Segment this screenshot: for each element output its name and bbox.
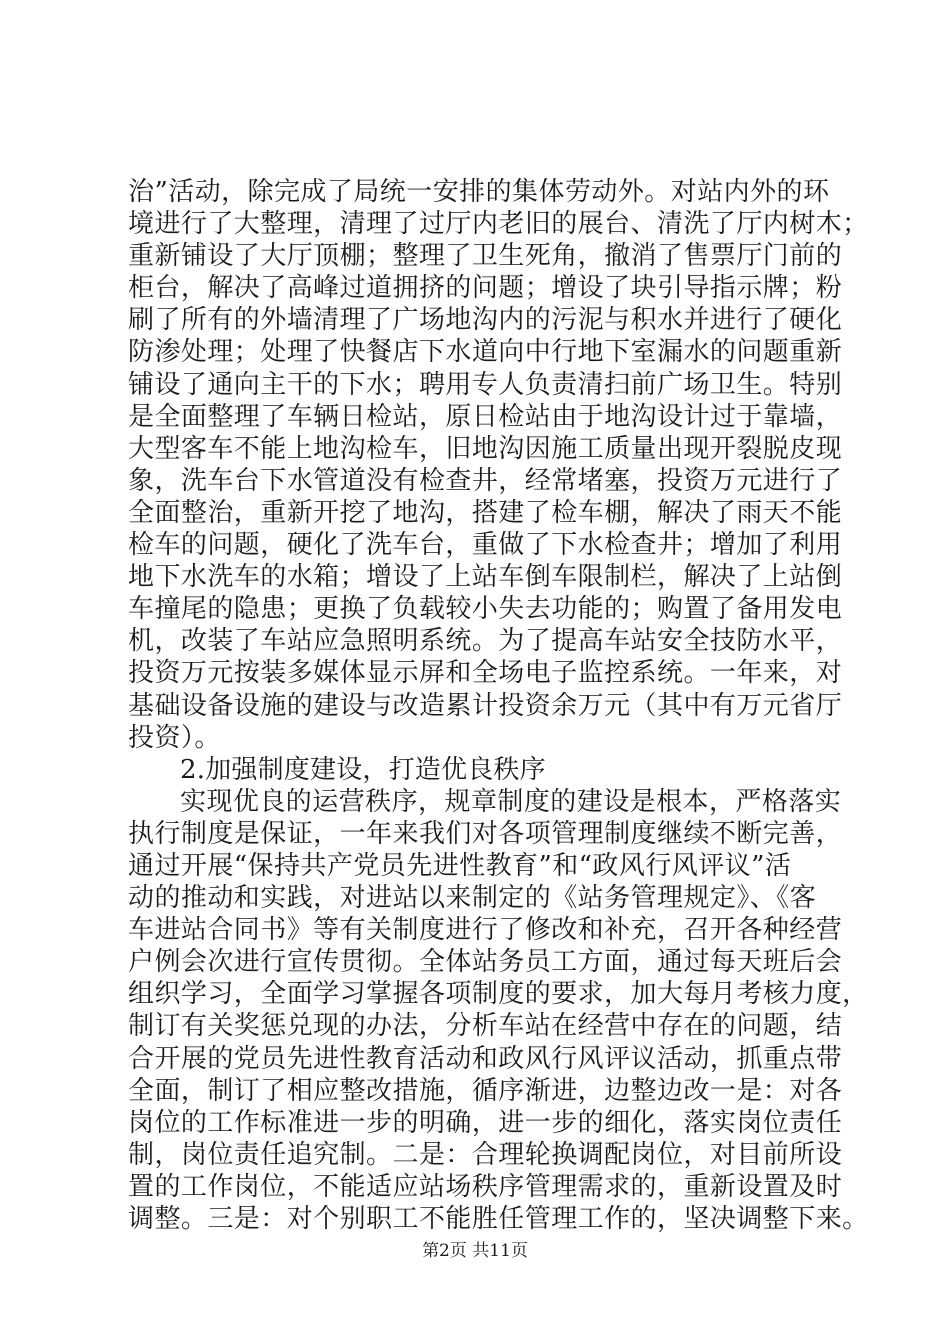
text-line: 是全面整理了车辆日检站，原日检站由于地沟设计过于靠墙， [128, 401, 843, 432]
text-line: 制订有关奖惩兑现的办法，分析车站在经营中存在的问题，结 [128, 1011, 843, 1042]
text-line: 全面，制订了相应整改措施，循序渐进，边整边改一是：对各 [128, 1075, 843, 1106]
paragraph-first-line: 实现优良的运营秩序，规章制度的建设是根本，严格落实 [180, 786, 842, 817]
text-line: 检车的问题，硬化了洗车台，重做了下水检查井；增加了利用 [128, 530, 843, 561]
text-line: 车撞尾的隐患；更换了负载较小失去功能的；购置了备用发电 [128, 594, 843, 625]
text-line: 大型客车不能上地沟检车，旧地沟因施工质量出现开裂脱皮现 [128, 433, 843, 464]
text-line: 重新铺设了大厅顶棚；整理了卫生死角，撤消了售票厅门前的 [128, 241, 843, 272]
text-line: 岗位的工作标准进一步的明确，进一步的细化，落实岗位责任 [128, 1107, 843, 1138]
section-heading: 2.加强制度建设，打造优良秩序 [180, 754, 546, 785]
text-line: 刷了所有的外墙清理了广场地沟内的污泥与积水并进行了硬化 [128, 305, 843, 336]
text-line: 铺设了通向主干的下水；聘用专人负责清扫前广场卫生。特别 [128, 369, 843, 400]
text-line: 治”活动，除完成了局统一安排的集体劳动外。对站内外的环 [128, 177, 830, 207]
text-line: 执行制度是保证，一年来我们对各项管理制度继续不断完善， [128, 818, 843, 849]
text-line: 调整。三是：对个别职工不能胜任管理工作的，坚决调整下来。 [128, 1204, 869, 1234]
text-line: 境进行了大整理，清理了过厅内老旧的展台、清洗了厅内树木； [128, 209, 869, 240]
text-line: 置的工作岗位，不能适应站场秩序管理需求的，重新设置及时 [128, 1171, 843, 1202]
text-line: 制，岗位责任追究制。二是：合理轮换调配岗位，对目前所设 [128, 1139, 843, 1170]
text-line: 投资）。 [128, 722, 221, 753]
page-number-footer: 第2页 共11页 [422, 1241, 528, 1261]
text-line: 地下水洗车的水箱；增设了上站车倒车限制栏，解决了上站倒 [128, 562, 843, 593]
text-line: 车进站合同书》等有关制度进行了修改和补充，召开各种经营 [128, 915, 843, 946]
text-line: 动的推动和实践，对进站以来制定的《站务管理规定》、《客 [128, 883, 817, 914]
text-line: 合开展的党员先进性教育活动和政风行风评议活动，抓重点带 [128, 1043, 843, 1074]
text-line: 户例会次进行宣传贯彻。全体站务员工方面，通过每天班后会 [128, 947, 843, 978]
text-line: 柜台，解决了高峰过道拥挤的问题；增设了块引导指示牌；粉 [128, 273, 843, 304]
text-line: 防渗处理；处理了快餐店下水道向中行地下室漏水的问题重新 [128, 337, 843, 368]
text-line: 通过开展“保持共产党员先进性教育”和“政风行风评议”活 [128, 850, 792, 881]
text-line: 基础设备设施的建设与改造累计投资余万元（其中有万元省厅 [128, 690, 843, 721]
body-text [128, 176, 869, 1235]
text-line: 组织学习，全面学习掌握各项制度的要求，加大每月考核力度， [128, 979, 869, 1010]
text-line: 全面整治，重新开挖了地沟，搭建了检车棚，解决了雨天不能 [128, 497, 843, 528]
text-line: 象，洗车台下水管道没有检查井，经常堵塞，投资万元进行了 [128, 465, 843, 496]
text-line: 机，改装了车站应急照明系统。为了提高车站安全技防水平， [128, 626, 843, 657]
text-line: 投资万元按装多媒体显示屏和全场电子监控系统。一年来，对 [128, 658, 843, 689]
